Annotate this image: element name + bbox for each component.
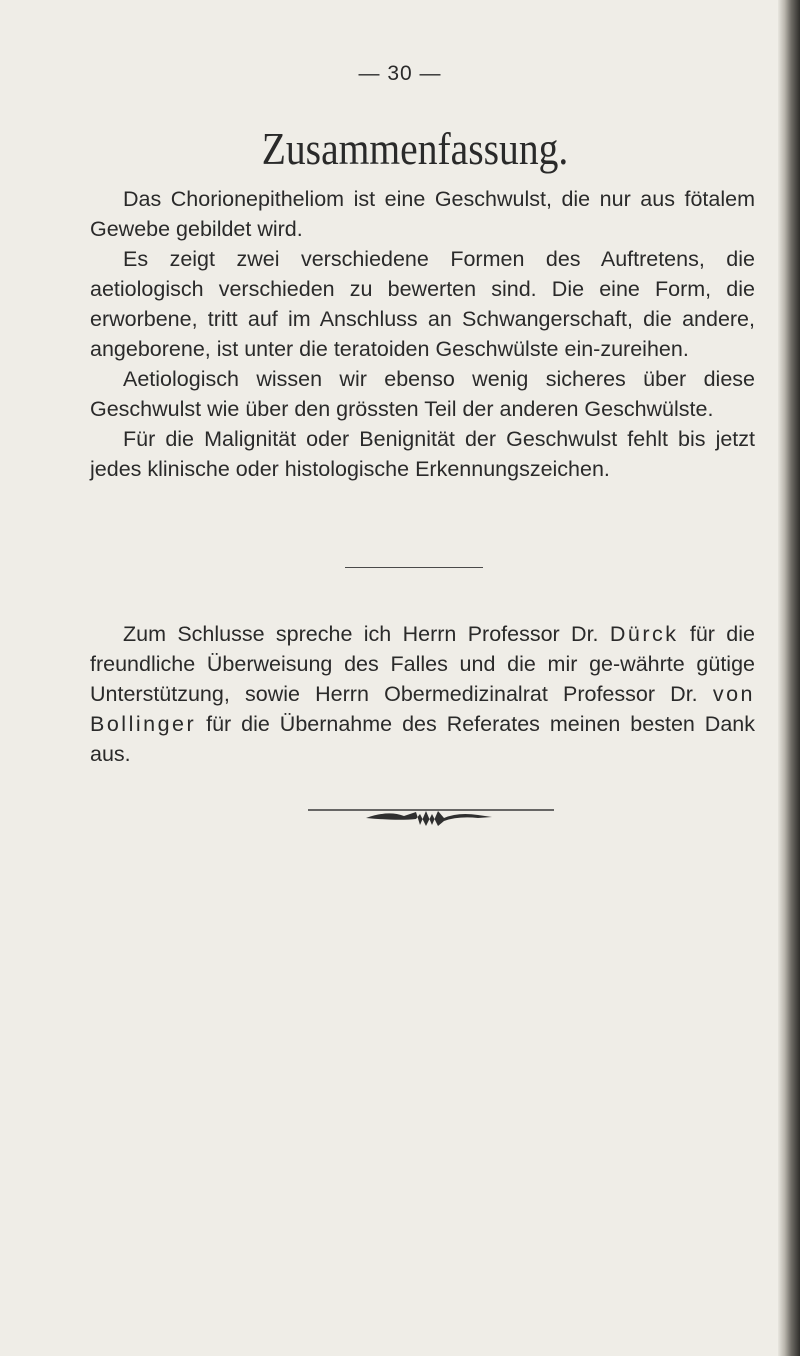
acknowledgement-paragraph: [90, 619, 755, 769]
acknowledgement-text-2: für die freundliche Überweisung des Falles und die mir ge-währte gütige Unterstützung, sowie Herrn Obermedizinalrat Professor Dr.: [90, 622, 756, 706]
acknowledgement-name-durck: Dürck: [609, 622, 679, 646]
acknowledgement-text-1: Zum Schlusse spreche ich Herrn Professor Dr.: [123, 622, 610, 646]
page-edge-shadow: [778, 0, 800, 1356]
page-title: Zusammenfassung.: [261, 123, 569, 174]
acknowledgement-section: [90, 619, 755, 769]
summary-paragraph-3: Aetiologisch wissen wir ebenso wenig sicheres über diese Geschwulst wie über den grössten Teil der anderen Geschwülste.: [90, 367, 755, 421]
end-ornament-icon: [308, 808, 554, 828]
summary-paragraph-2: Es zeigt zwei verschiedene Formen des Auftretens, die aetiologisch verschieden zu bewerten sind. Die eine Form, die erworbene, tritt auf im Anschluss an Schwangerschaft, die andere, angeborene, ist unter die teratoiden Geschwülste ein-zureihen.: [90, 247, 755, 361]
acknowledgement-text-3: für die Übernahme des Referates meinen besten Dank aus.: [90, 712, 755, 766]
summary-paragraph-4: Für die Malignität oder Benignität der Geschwulst fehlt bis jetzt jedes klinische oder histologische Erkennungszeichen.: [90, 427, 755, 481]
page-number: — 30 —: [358, 62, 442, 85]
summary-section: [90, 184, 755, 484]
section-divider: [345, 567, 483, 568]
summary-paragraph-1: Das Chorionepitheliom ist eine Geschwulst, die nur aus fötalem Gewebe gebildet wird.: [90, 187, 755, 241]
acknowledgement-name-bollinger: von Bollinger: [90, 682, 755, 736]
